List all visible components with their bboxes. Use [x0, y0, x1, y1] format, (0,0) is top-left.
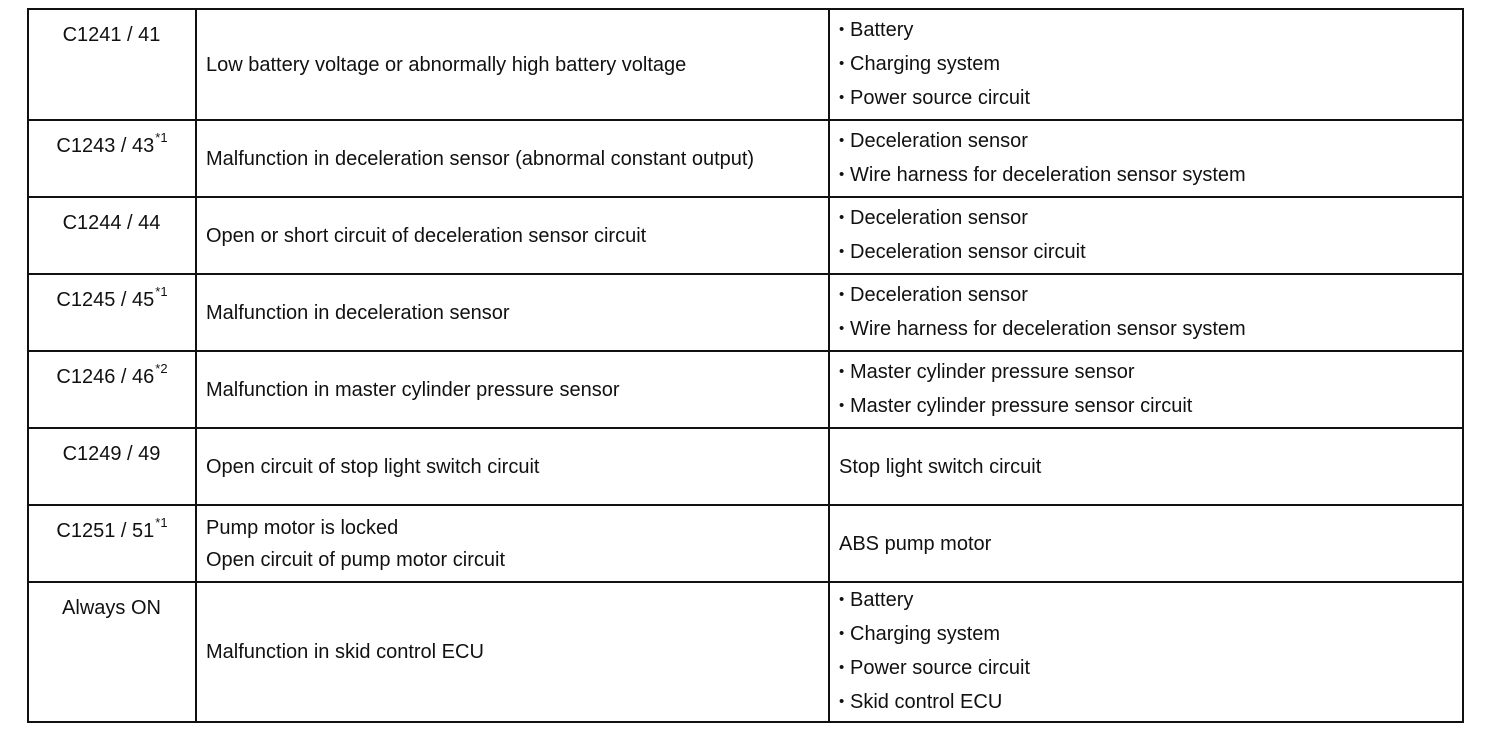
list-item: • Battery — [839, 584, 1462, 618]
trouble-part-text: Stop light switch circuit — [839, 455, 1042, 478]
trouble-part-cell — [829, 428, 1463, 505]
list-item: • Master cylinder pressure sensor circuit — [839, 390, 1462, 424]
trouble-part-cell — [829, 197, 1463, 274]
dtc-code-cell — [28, 120, 196, 197]
trouble-area-text: Malfunction in deceleration sensor (abnormal constant output) — [206, 147, 755, 170]
trouble-area-cell — [196, 582, 829, 722]
table-row — [28, 351, 1463, 428]
trouble-part-cell — [829, 505, 1463, 582]
trouble-area-text: Low battery voltage or abnormally high battery voltage — [206, 53, 687, 76]
dtc-code-cell — [28, 505, 196, 582]
dtc-note-marker: *1 — [155, 515, 168, 531]
trouble-part-text: ABS pump motor — [839, 532, 992, 555]
trouble-part-list — [839, 356, 1462, 424]
trouble-part-cell — [829, 9, 1463, 120]
trouble-area-text: Open or short circuit of deceleration sensor circuit — [206, 224, 647, 247]
list-item: • Battery — [839, 14, 1462, 48]
dtc-code: C1241 / 41 — [62, 24, 161, 46]
dtc-code-cell — [28, 9, 196, 120]
trouble-part-cell — [829, 274, 1463, 351]
dtc-code-cell — [28, 351, 196, 428]
dtc-code: Always ON — [62, 597, 161, 619]
dtc-code-cell — [28, 582, 196, 722]
list-item: • Deceleration sensor — [839, 125, 1462, 159]
dtc-note-marker: *2 — [155, 361, 168, 377]
list-item: • Power source circuit — [839, 652, 1462, 686]
dtc-code-cell — [28, 274, 196, 351]
dtc-note-marker: *1 — [155, 284, 168, 300]
dtc-code-cell — [28, 428, 196, 505]
trouble-area-text: Pump motor is locked — [206, 516, 399, 539]
trouble-part-list — [839, 279, 1462, 347]
trouble-part-list — [839, 202, 1462, 270]
trouble-area-text: Malfunction in skid control ECU — [206, 641, 484, 663]
dtc-code: C1251 / 51 — [56, 520, 155, 542]
table-row — [28, 582, 1463, 722]
list-item: • Deceleration sensor — [839, 202, 1462, 236]
list-item: • Charging system — [839, 48, 1462, 82]
list-item: • Skid control ECU — [839, 686, 1462, 720]
trouble-area-cell — [196, 9, 829, 120]
dtc-code-cell — [28, 197, 196, 274]
dtc-code: C1244 / 44 — [62, 212, 161, 234]
table-row — [28, 505, 1463, 582]
trouble-part-cell — [829, 582, 1463, 722]
dtc-note-marker: *1 — [155, 130, 168, 146]
trouble-part-list — [839, 584, 1462, 720]
table-row — [28, 120, 1463, 197]
table-row — [28, 197, 1463, 274]
dtc-code: C1249 / 49 — [62, 443, 161, 465]
list-item: • Power source circuit — [839, 82, 1462, 116]
list-item: • Wire harness for deceleration sensor system — [839, 313, 1462, 347]
trouble-area-cell — [196, 351, 829, 428]
table-row — [28, 274, 1463, 351]
trouble-area-cell — [196, 197, 829, 274]
table-row — [28, 9, 1463, 120]
dtc-code: C1243 / 43 — [56, 135, 155, 157]
trouble-area-text: Open circuit of pump motor circuit — [206, 548, 505, 571]
trouble-area-text: Malfunction in master cylinder pressure sensor — [206, 378, 620, 401]
list-item: • Deceleration sensor — [839, 279, 1462, 313]
dtc-code: C1246 / 46 — [56, 366, 155, 388]
list-item: • Wire harness for deceleration sensor system — [839, 159, 1462, 193]
list-item: • Charging system — [839, 618, 1462, 652]
list-item: • Master cylinder pressure sensor — [839, 356, 1462, 390]
trouble-part-list — [839, 125, 1462, 193]
dtc-table — [27, 8, 1464, 723]
trouble-area-text: Malfunction in deceleration sensor — [206, 301, 510, 324]
dtc-table-body — [28, 9, 1463, 722]
trouble-part-cell — [829, 120, 1463, 197]
trouble-area-text: Open circuit of stop light switch circuit — [206, 455, 540, 478]
table-row — [28, 428, 1463, 505]
trouble-part-list — [839, 14, 1462, 116]
trouble-area-cell — [196, 505, 829, 582]
dtc-code: C1245 / 45 — [56, 289, 155, 311]
list-item: • Deceleration sensor circuit — [839, 236, 1462, 270]
trouble-area-cell — [196, 428, 829, 505]
trouble-part-cell — [829, 351, 1463, 428]
trouble-area-cell — [196, 120, 829, 197]
trouble-area-cell — [196, 274, 829, 351]
